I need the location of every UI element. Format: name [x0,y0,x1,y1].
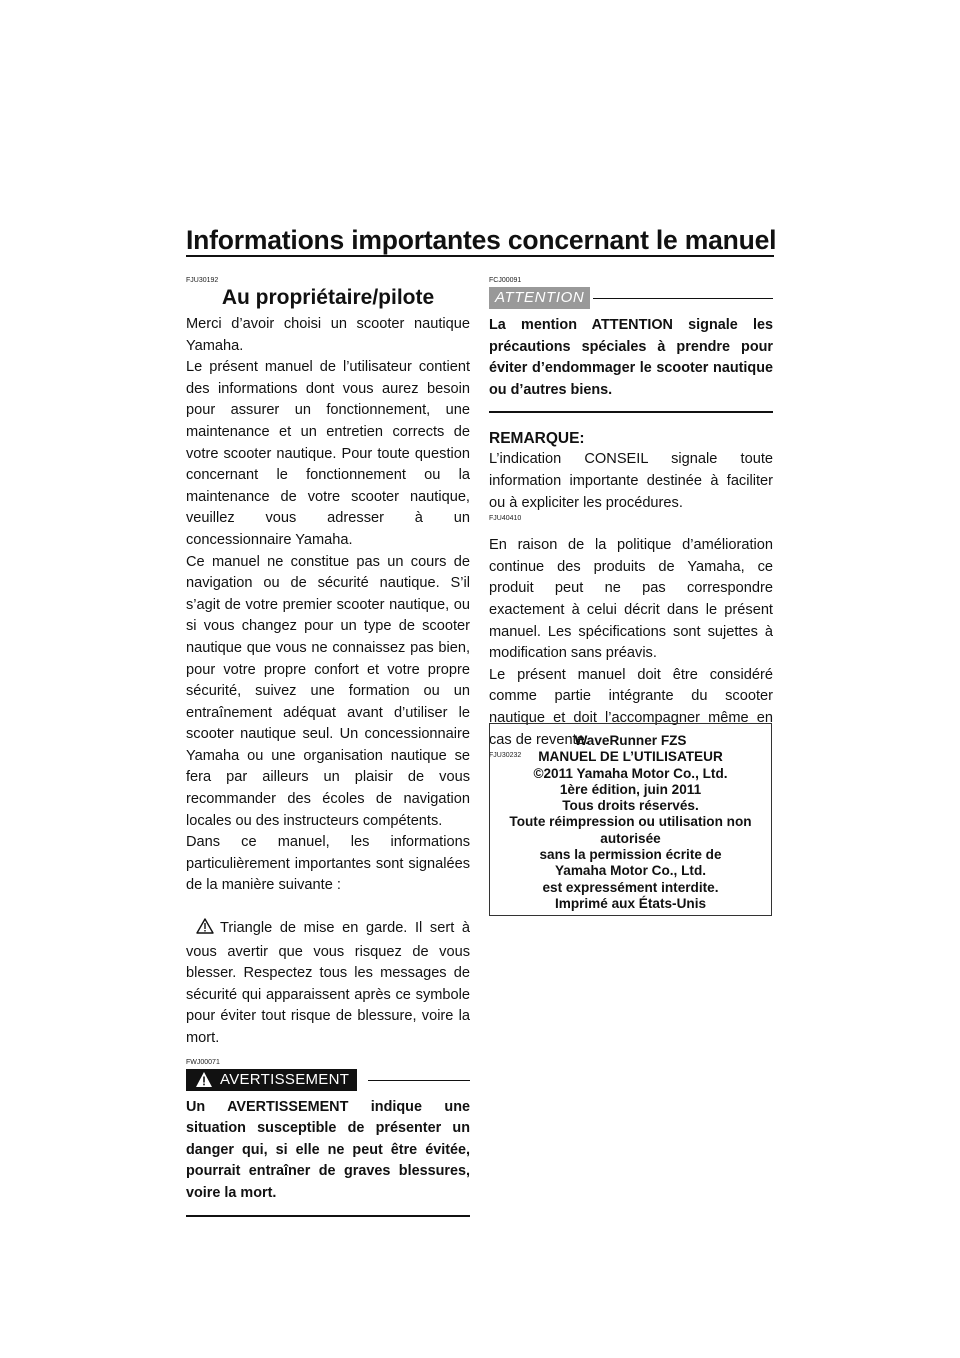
attention-end-rule [489,411,773,413]
paragraph-thanks: Merci d’avoir choisi un scooter nautique Yamaha. [186,316,470,354]
left-column [186,276,470,1217]
copyright-line: ©2011 Yamaha Motor Co., Ltd. [533,765,728,781]
copyright-line: 1ère édition, juin 2011 [559,781,702,797]
warning-block [186,1058,470,1217]
attention-badge-rule [593,298,773,299]
triangle-text: Triangle de mise en garde. Il sert à vous avertir que vous risquez de vous blesser. Respectez tous les messages de sécurité qui apparaissent après ce symbole pour éviter tout risque de blessure, voire la mort. [186,920,470,1046]
copyright-line: est expressément interdite. [542,879,719,895]
attention-code: FCJ00091 [489,277,522,284]
section-code: FJU30192 [186,277,219,284]
warning-text: Un AVERTISSEMENT indique une situation susceptible de présenter un danger qui, si elle ne peut être évitée, pourrait entraîner de graves blessures, voire la mort. [186,1098,470,1201]
copyright-line: Imprimé aux États-Unis [554,895,707,911]
warning-badge-row [186,1069,470,1093]
copyright-line: autorisée [600,830,661,846]
paragraph-triangle [186,918,470,1050]
attention-badge-row [489,287,773,311]
warning-badge-rule [368,1080,470,1081]
right-column [489,276,773,760]
copyright-line: MANUEL DE L’UTILISATEUR [538,749,723,765]
warning-badge [186,1069,357,1091]
section-code-2: FJU40410 [489,515,522,523]
copyright-line: Yamaha Motor Co., Ltd. [554,863,707,879]
paragraph-not-a-course: Ce manuel ne constitue pas un cours de navigation ou de sécurité nautique. S’il s’agit de votre premier scooter nautique, ou si vous changez pour un type de scooter nautique que vous ne connaissez pas bien, pour votre propre confort et votre propre sécurité, suivez une formation ou un entraînement adéquat avant d’utiliser le scooter nautique seul. Un concessionnaire Yamaha ou une organisation nautique se fera par ailleurs un plaisir de vous recommander des écoles de navigation locales ou des instructeurs compétents. [186,553,470,829]
warning-triangle-icon [196,918,214,942]
paragraph-policy: En raison de la politique d’amélioration continue des produits de Yamaha, ce produit peut ne pas correspondre exactement à celui décrit dans le présent manuel. Les spécifications sont sujettes à modification sans préavis. [489,537,773,662]
section-heading: Au propriétaire/pilote [221,286,435,309]
attention-text: La mention ATTENTION signale les précautions spéciales à prendre pour éviter d’endommager le scooter nautique ou d’autres biens. [489,317,773,398]
header-rule [186,255,774,257]
paragraph-integral-part: Le présent manuel doit être considéré comme partie intégrante du scooter nautique et doit l’accompagner même en cas de revente. [489,666,773,748]
page-header [186,224,777,256]
page-title: Informations importantes concernant le manuel [186,225,777,255]
copyright-line: sans la permission écrite de [539,847,722,863]
attention-badge: ATTENTION [489,287,590,309]
warning-label: AVERTISSEMENT [220,1070,350,1088]
warning-triangle-icon [195,1071,213,1095]
copyright-line: WaveRunner FZS [574,733,687,748]
remark-text: L’indication CONSEIL signale toute information importante destinée à faciliter ou à expliciter les procédures. [489,451,773,511]
copyright-box [489,723,772,916]
warning-code: FWJ00071 [186,1058,220,1066]
section-code-3: FJU30232 [489,752,522,760]
copyright-line: Toute réimpression ou utilisation non [509,814,752,830]
warning-end-rule [186,1215,470,1217]
copyright-line: Tous droits réservés. [562,798,699,814]
remark-heading: REMARQUE: [489,430,585,448]
paragraph-manual-info: Le présent manuel de l’utilisateur contient des informations dont vous aurez besoin pour assurer un fonctionnement, une maintenance et un entretien corrects de votre scooter nautique. Pour toute question concernant le fonctionnement ou la maintenance de votre scooter nautique, veuillez vous adresser à un concessionnaire Yamaha. [186,359,470,548]
paragraph-important-info: Dans ce manuel, les informations particulièrement importantes sont signalées de la manière suivante : [186,834,470,894]
